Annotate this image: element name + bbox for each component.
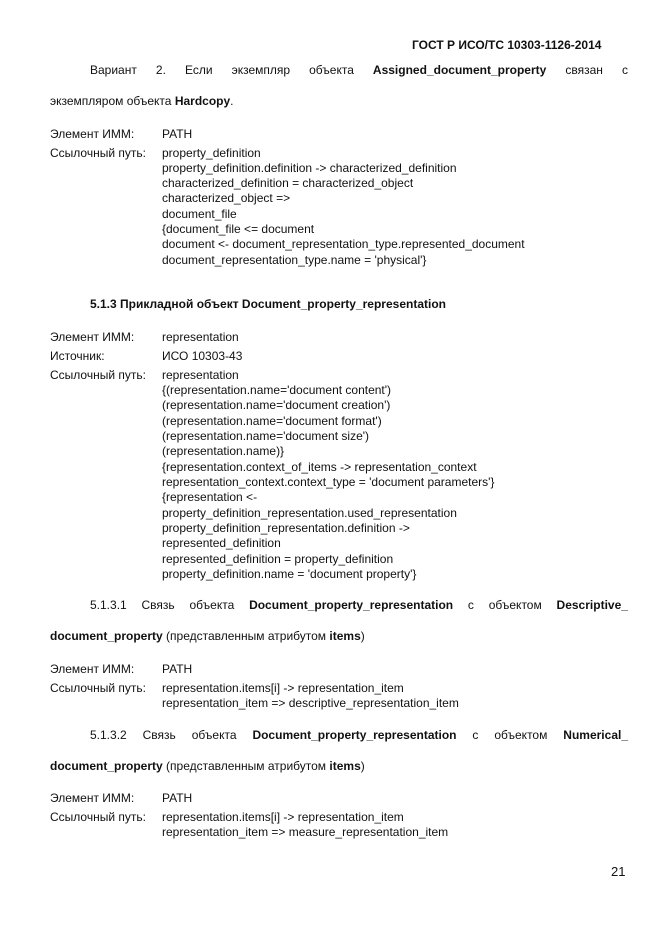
source-value: ИСО 10303-43 [162,349,243,363]
target-entity: document_property [50,759,163,773]
aim-label: Элемент ИММ: [50,662,135,676]
subsection-5132-line2: document_property (представленным атрибутом items) [50,759,365,773]
word: объектом [488,598,542,612]
aim-label: Элемент ИММ: [50,127,135,141]
ref-path-line: represented_definition = property_definition [162,552,394,566]
ref-path-line: property_definition [162,146,261,160]
target-entity: Numerical_ [563,728,628,742]
ref-path-line: property_definition.definition -> characterized_definition [162,161,457,175]
ref-path-line: representation [162,368,239,382]
ref-path-label: Ссылочный путь: [50,368,146,382]
ref-path-line: characterized_object => [162,191,291,205]
ref-path-line: characterized_definition = characterized_object [162,176,414,190]
ref-path-line: property_definition_representation.used_representation [162,506,457,520]
ref-path-line: document_file [162,207,237,221]
word: Если [184,63,213,77]
ref-path-line: property_definition.name = 'document property'} [162,567,417,581]
ref-path-line: (representation.name='document size') [162,429,370,443]
variant2-line2: экземпляром объекта Hardcopy. [50,94,234,108]
target-entity: Descriptive_ [556,598,628,612]
entity-name: Hardcopy [174,94,231,108]
word: объекта [191,728,237,742]
word: с [467,598,474,612]
word: с [472,728,479,742]
ref-path-line: represented_definition [162,536,281,550]
subsection-5131-line2: document_property (представленным атрибутом items) [50,629,365,643]
attribute-name: items [329,759,361,773]
aim-label: Элемент ИММ: [50,791,135,805]
word: 2. [155,63,166,77]
aim-value: PATH [162,662,193,676]
entity-name: Assigned_document_property [372,63,547,77]
aim-value: PATH [162,791,193,805]
word: экземпляр [231,63,291,77]
subsection-5132-line1 [90,728,628,743]
document-header: ГОСТ Р ИСО/ТС 10303-1126-2014 [412,38,602,52]
ref-path-line: {representation.context_of_items -> representation_context [162,460,477,474]
ref-path-line: representation.items[i] -> representation_item [162,681,404,695]
ref-path-line: (representation.name='document creation') [162,398,391,412]
ref-path-line: document_representation_type.name = 'physical'} [162,253,427,267]
ref-path-line: representation.items[i] -> representation_item [162,810,404,824]
ref-path-line: representation_context.context_type = 'document parameters'} [162,475,495,489]
ref-path-line: {document_file <= document [162,222,315,236]
subsection-5131-line1 [90,598,628,613]
ref-path-label: Ссылочный путь: [50,810,146,824]
entity-name: Document_property_representation [252,728,457,742]
ref-path-line: (representation.name='document format') [162,414,382,428]
entity-name: Document_property_representation [249,598,454,612]
word: Вариант [90,63,137,77]
word: 5.1.3.1 [90,598,127,612]
word: с [621,63,628,77]
ref-path-line: {(representation.name='document content') [162,383,392,397]
ref-path-line: document <- document_representation_type.represented_document [162,237,525,251]
attribute-name: items [329,629,361,643]
ref-path-label: Ссылочный путь: [50,681,146,695]
source-label: Источник: [50,349,105,363]
page-number: 21 [611,864,626,879]
word: объекта [189,598,235,612]
ref-path-line: property_definition_representation.definition -> [162,521,410,535]
word: 5.1.3.2 [90,728,127,742]
word: связан [565,63,603,77]
section-heading: 5.1.3 Прикладной объект Document_property_representation [90,297,446,311]
ref-path-line: representation_item => descriptive_representation_item [162,696,459,710]
word: объекта [309,63,354,77]
ref-path-line: {representation <- [162,490,258,504]
word: Связь [142,728,176,742]
target-entity: document_property [50,629,163,643]
ref-path-label: Ссылочный путь: [50,146,146,160]
ref-path-line: (representation.name)} [162,444,285,458]
aim-value: PATH [162,127,193,141]
aim-value: representation [162,330,239,344]
word: объектом [494,728,548,742]
aim-label: Элемент ИММ: [50,330,135,344]
ref-path-line: representation_item => measure_representation_item [162,825,449,839]
variant2-line1 [90,63,628,78]
word: Связь [141,598,175,612]
